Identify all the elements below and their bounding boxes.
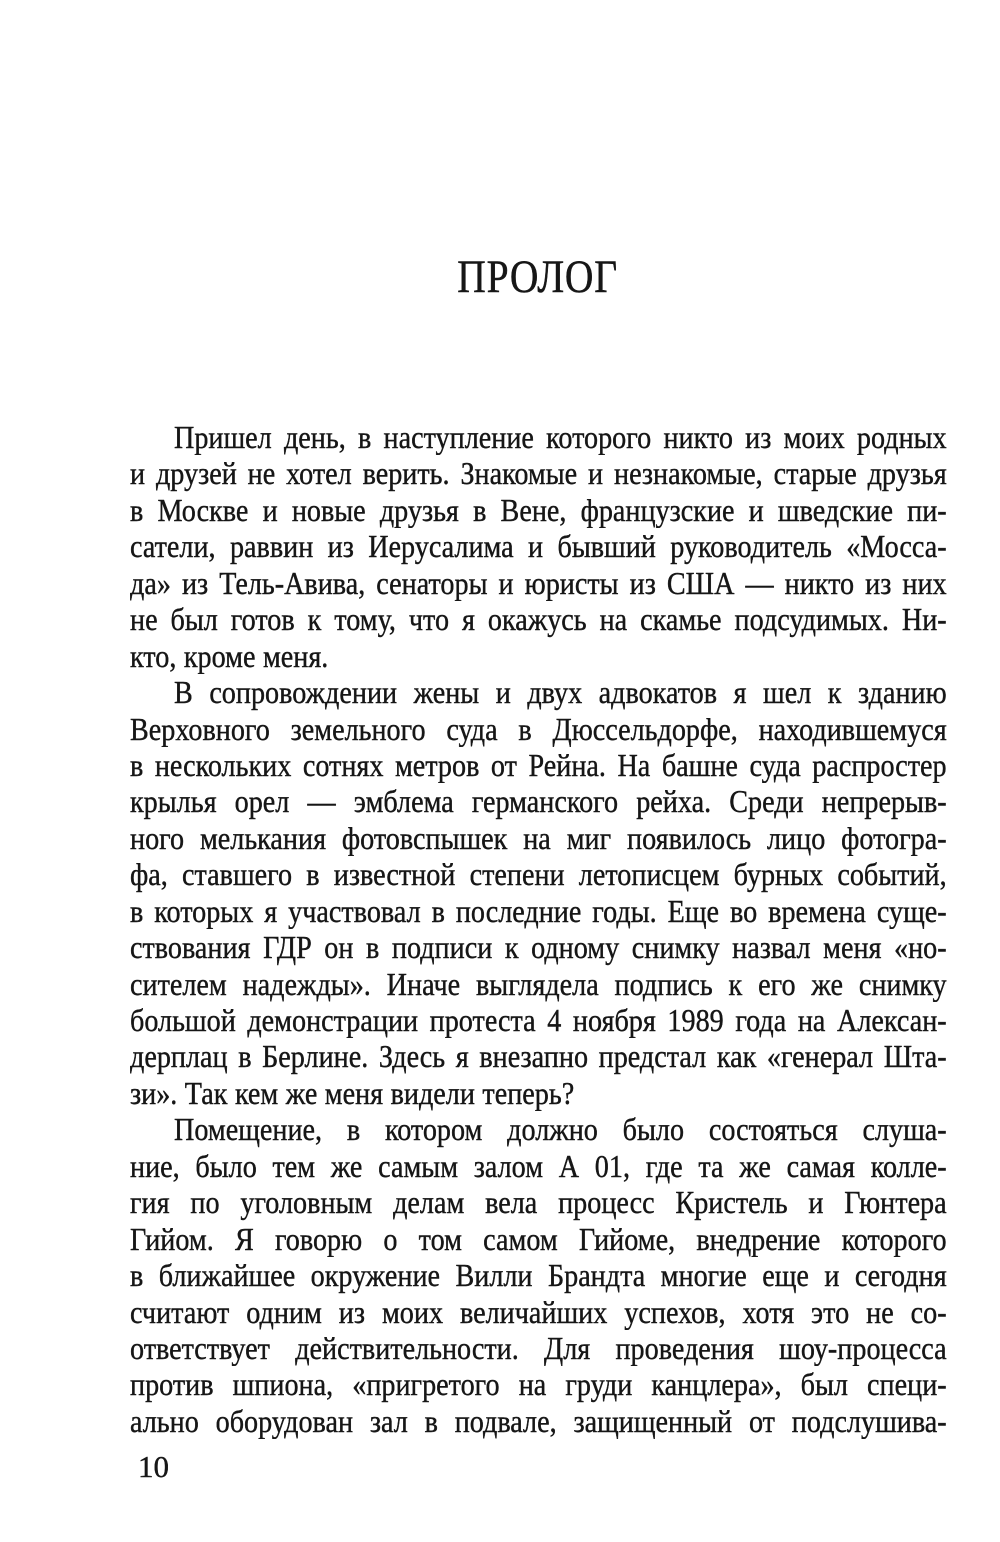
paragraph-1 (130, 419, 947, 674)
text-line: Помещение, в котором должно было состояться слуша- (174, 1111, 947, 1148)
text-line: в ближайшее окружение Вилли Брандта многие еще и сегодня (130, 1257, 947, 1294)
text-line: Гийом. Я говорю о том самом Гийоме, внедрение которого (130, 1220, 947, 1257)
text-line: в нескольких сотнях метров от Рейна. На башне суда распростер (130, 746, 947, 783)
text-line: сителем надежды». Иначе выглядела подпись к его же снимку (130, 965, 947, 1002)
text-line: фа, ставшего в известной степени летописцем бурных событий, (130, 856, 947, 893)
text-line: и друзей не хотел верить. Знакомые и незнакомые, старые друзья (130, 455, 947, 492)
text-line: большой демонстрации протеста 4 ноября 1989 года на Алексан- (130, 1002, 947, 1038)
text-line: против шпиона, «пригретого на груди канцлера», был специ- (130, 1366, 947, 1403)
text-line: гия по уголовным делам вела процесс Кристель и Гюнтера (130, 1184, 947, 1221)
text-line: дерплац в Берлине. Здесь я внезапно предстал как «генерал Шта- (130, 1038, 947, 1075)
text-line: ного мелькания фотовспышек на миг появилось лицо фотогра- (130, 819, 947, 856)
text-line: кто, кроме меня. (130, 637, 329, 674)
text-line: зи». Так кем же меня видели теперь? (130, 1074, 575, 1111)
text-line: ально оборудован зал в подвале, защищенный от подслушива- (130, 1402, 947, 1439)
text-line: ствования ГДР он в подписи к одному снимку назвал меня «но- (130, 929, 947, 966)
text-line: в Москве и новые друзья в Вене, французские и шведские пи- (130, 491, 947, 528)
text-line: Пришел день, в наступление которого никто из моих родных (174, 419, 947, 455)
text-line: не был готов к тому, что я окажусь на скамье подсудимых. Ни- (130, 601, 947, 638)
page-title (130, 251, 946, 303)
text-line: сатели, раввин из Иерусалима и бывший руководитель «Мосса- (130, 528, 947, 565)
text-line: крылья орел — эмблема германского рейха. Среди непрерыв- (130, 783, 947, 820)
paragraph-2 (130, 674, 947, 1111)
text-line: ответствует действительности. Для проведения шоу-процесса (130, 1329, 947, 1366)
text-line: В сопровождении жены и двух адвокатов я шел к зданию (174, 674, 947, 711)
paragraph-3 (130, 1111, 947, 1439)
text-line: считают одним из моих величайших успехов, хотя это не со- (130, 1293, 947, 1330)
text-line: в которых я участвовал в последние годы. Еще во времена суще- (130, 892, 947, 929)
page-title-text: ПРОЛОГ (457, 251, 619, 303)
text-line: да» из Тель-Авива, сенаторы и юристы из США — никто из них (130, 564, 947, 601)
text-line: Верховного земельного суда в Дюссельдорфе, находившемуся (130, 710, 947, 747)
text-line: ние, было тем же самым залом А 01, где та же самая колле- (130, 1147, 947, 1184)
page-number: 10 (138, 1449, 169, 1484)
body-text (130, 419, 947, 1439)
